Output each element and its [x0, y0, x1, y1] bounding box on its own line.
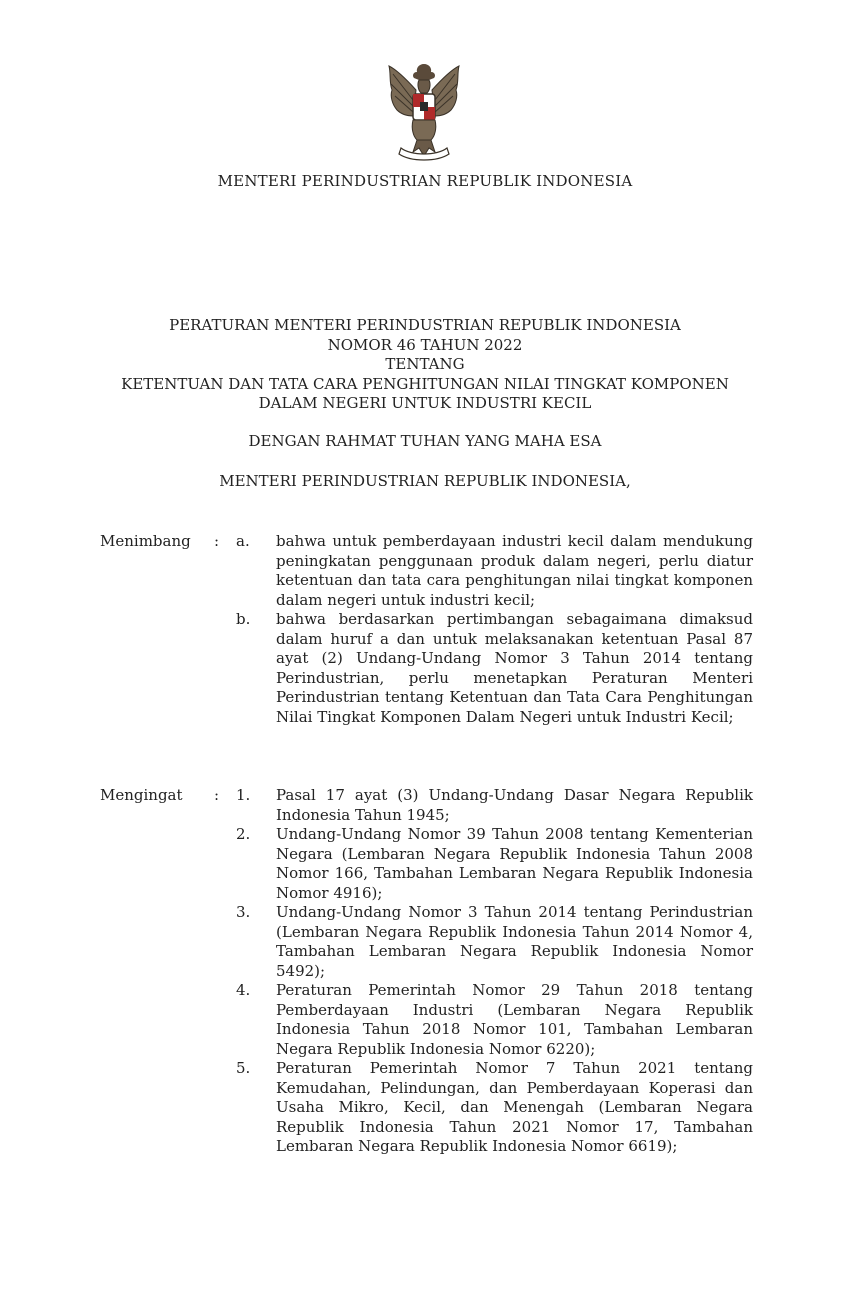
- list-item: [230, 532, 770, 610]
- item-marker: 1.: [236, 786, 251, 804]
- minister-line: MENTERI PERINDUSTRIAN REPUBLIK INDONESIA,: [219, 472, 631, 490]
- section-colon: :: [214, 532, 220, 550]
- list-item: [230, 610, 770, 727]
- menimbang-items: [230, 532, 770, 727]
- item-marker: b.: [236, 610, 251, 628]
- item-text: bahwa berdasarkan pertimbangan sebagaimana dimaksud dalam huruf a dan untuk melaksanakan ketentuan Pasal 87 ayat (2) Undang-Undang Nomor 3 Tahun 2014 tentang Perindustrian, perlu menetapkan Peraturan Menteri Perindustrian tentang Ketentuan dan Tata Cara Penghitungan Nilai Tingkat Komponen Dalam Negeri untuk Industri Kecil;: [276, 610, 753, 726]
- list-item: [230, 825, 770, 903]
- title-line: PERATURAN MENTERI PERINDUSTRIAN REPUBLIK INDONESIA: [169, 316, 681, 334]
- list-item: [230, 786, 770, 825]
- item-text: Peraturan Pemerintah Nomor 29 Tahun 2018 tentang Pemberdayaan Industri (Lembaran Negara Republik Indonesia Tahun 2018 Nomor 101, Tambahan Lembaran Negara Republik Indonesia Nomor 6220);: [276, 981, 753, 1058]
- section-label: Menimbang: [100, 532, 191, 550]
- item-marker: 4.: [236, 981, 251, 999]
- title-line: NOMOR 46 TAHUN 2022: [327, 335, 523, 354]
- section-label: Mengingat: [100, 786, 183, 804]
- title-line: KETENTUAN DAN TATA CARA PENGHITUNGAN NILAI TINGKAT KOMPONEN: [121, 374, 729, 393]
- regulation-title: [90, 316, 760, 414]
- title-line: TENTANG: [385, 355, 465, 373]
- item-text: Undang-Undang Nomor 39 Tahun 2008 tentang Kementerian Negara (Lembaran Negara Republik Indonesia Tahun 2008 Nomor 166, Tambahan Lembaran Negara Republik Indonesia Nomor 4916);: [276, 825, 753, 902]
- mengingat-items: [230, 786, 770, 1157]
- item-marker: 2.: [236, 825, 251, 843]
- list-item: [230, 903, 770, 981]
- title-line: DALAM NEGERI UNTUK INDUSTRI KECIL: [258, 394, 592, 412]
- list-item: [230, 1059, 770, 1157]
- garuda-emblem-icon: [383, 60, 465, 162]
- item-text: Peraturan Pemerintah Nomor 7 Tahun 2021 tentang Kemudahan, Pelindungan, dan Pemberdayaan Koperasi dan Usaha Mikro, Kecil, dan Menengah (Lembaran Negara Republik Indonesia Tahun 2021 Nomor 17, Tambahan Lembaran Negara Republik Indonesia Nomor 6619);: [276, 1059, 753, 1155]
- section-colon: :: [214, 786, 220, 804]
- blessing-line: DENGAN RAHMAT TUHAN YANG MAHA ESA: [248, 432, 602, 450]
- item-text: bahwa untuk pemberdayaan industri kecil dalam mendukung peningkatan penggunaan produk dalam negeri, perlu diatur ketentuan dan tata cara penghitungan nilai tingkat komponen dalam negeri untuk industri kecil;: [276, 532, 753, 609]
- item-marker: 5.: [236, 1059, 251, 1077]
- item-marker: a.: [236, 532, 250, 550]
- list-item: [230, 981, 770, 1059]
- item-text: Undang-Undang Nomor 3 Tahun 2014 tentang Perindustrian (Lembaran Negara Republik Indonesia Tahun 2014 Nomor 4, Tambahan Lembaran Negara Republik Indonesia Nomor 5492);: [276, 903, 753, 980]
- item-text: Pasal 17 ayat (3) Undang-Undang Dasar Negara Republik Indonesia Tahun 1945;: [276, 786, 753, 824]
- ministry-header: MENTERI PERINDUSTRIAN REPUBLIK INDONESIA: [217, 172, 633, 190]
- item-marker: 3.: [236, 903, 251, 921]
